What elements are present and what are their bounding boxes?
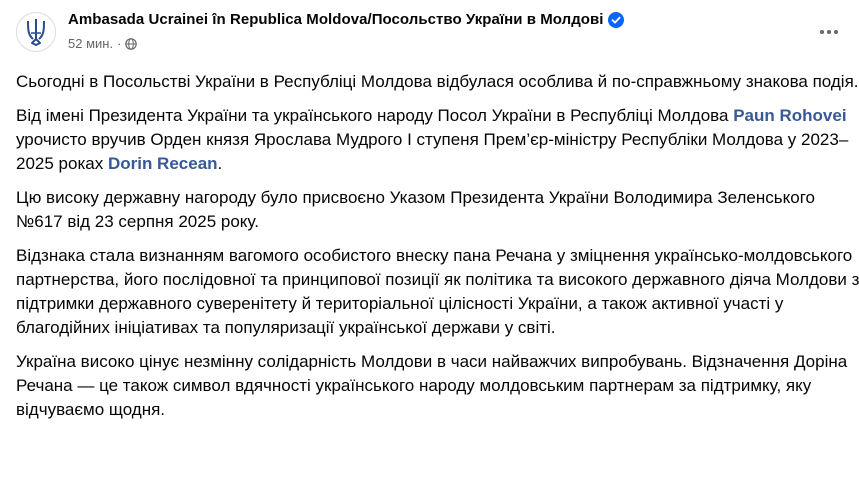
mention-link-paun-rohovei[interactable]: Paun Rohovei: [733, 106, 847, 125]
post-timestamp[interactable]: 52 мин.: [68, 36, 114, 51]
more-options-button[interactable]: [815, 18, 843, 46]
verified-badge-icon: [608, 12, 624, 28]
post-paragraph: Цю високу державну нагороду було присвоєно Указом Президента України Володимира Зеленського №617 від 23 серпня 2025 року.: [16, 188, 815, 231]
paragraph-text: .: [217, 154, 223, 173]
post-paragraph: Відзнака стала визнанням вагомого особистого внеску пана Речана у зміцнення українсько-молдовського партнерства, його послідовної та принципової позиції як політика та високого державного діяча Молдови з підтримки державного суверенітету й територіальної цілісності України, а також активної участі у благодійних ініціативах та популяризації української держави у світі.: [16, 246, 859, 337]
post-meta: [68, 36, 137, 51]
trident-icon: [23, 17, 49, 47]
page-name-link[interactable]: Ambasada Ucrainei în Republica Moldova/Посольство України в Молдові: [68, 11, 604, 28]
globe-icon[interactable]: [125, 38, 137, 50]
post-paragraph: [16, 104, 859, 176]
meta-separator: ·: [117, 36, 122, 51]
post-paragraph: Сьогодні в Посольстві України в Республіці Молдова відбулася особлива й по-справжньому знакова подія.: [16, 72, 859, 91]
page-avatar[interactable]: [16, 12, 56, 52]
more-horizontal-icon: [819, 29, 839, 35]
mention-link-dorin-recean[interactable]: Dorin Recean: [107, 154, 218, 173]
post-header: [16, 10, 843, 54]
paragraph-text: урочисто вручив Орден князя Ярослава Мудрого І ступеня Прем’єр-міністру Республіки Молдова у 2023–2025 роках: [16, 130, 849, 173]
page-name-row: [68, 11, 624, 28]
paragraph-text: Від імені Президента України та українського народу Посол України в Республіці Молдова: [16, 106, 734, 125]
post-paragraph: Україна високо цінує незмінну солідарність Молдови в часи найважчих випробувань. Відзначення Доріна Речана — це також символ вдячності українського народу молдовським партнерам за підтримку, яку відчуваємо щодня.: [16, 352, 848, 419]
post-body: [16, 70, 859, 432]
